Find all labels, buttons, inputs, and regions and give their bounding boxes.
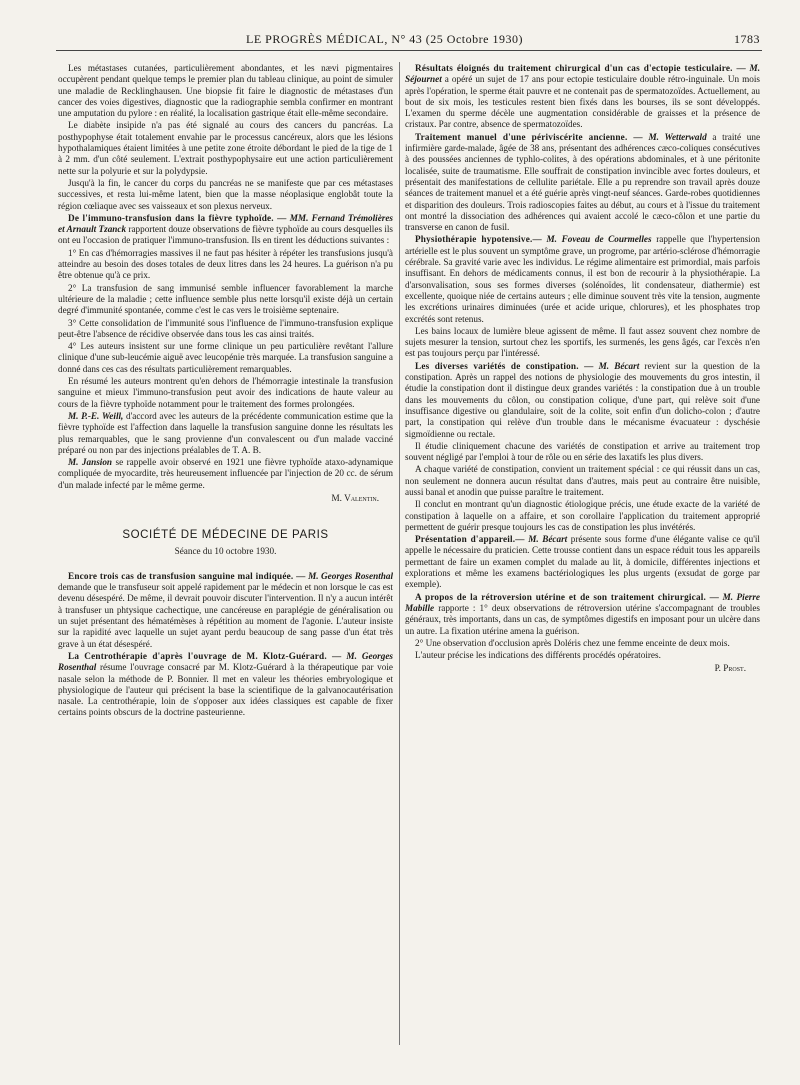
- deduction-2: 2° La transfusion de sang immunisé semble influencer favorablement la marche ultérieure de la maladie ; cette influence semble plus nette lorsqu'il existe déjà un certain degré d'immunité spontanée, comme c'est le cas vers le troisième septenaire.: [58, 282, 393, 316]
- article-body: demande que le transfuseur soit appelé rapidement par le médecin et non lorsque le cas est devenu désespéré. De même, il devrait pouvoir discuter l'intervention. Il n'y a aucun intérêt à transfuser un phtysique cachectique, une cancéreuse en paraplégie de généralisation ou un sujet présentant des hématémèses à répétition au moment de l'agonie. L'auteur insiste sur la rapidité avec laquelle un sujet ayant perdu beaucoup de sang passe d'un état très grave à un état désespéré.: [58, 582, 393, 649]
- paragraph: L'auteur précise les indications des différents procédés opératoires.: [415, 650, 661, 661]
- article-body: rappelle que l'hypertension artérielle est le plus souvent un symptôme grave, un progrome, par artério-sclérose d'hémorragie cérébrale. Sa gravité varie avec les individus. Le régime alimentaire est primordial, mais parfois insuffisant. En dehors de médicaments connus, il est bon de recourir à la physiothérapie. La d'arsonvalisation, sous ses formes diverses (solénoïdes, lit condensateur, diathermie) est excellente, quoique niée de certains auteurs ; elle diminue souvent très vite la tension, augmente les excrétions urinaires diminuées (urée et acide urique, chlorures), et les phosphates trop excrétés sont retenus.: [405, 234, 760, 324]
- deduction-3: 3° Cette consolidation de l'immunité sous l'influence de l'immuno-transfusion explique peut-être l'absence de récidive observée dans tous les cas ainsi traités.: [58, 317, 393, 339]
- article-physiotherapie: [405, 234, 760, 324]
- paragraph: Les métastases cutanées, particulièrement abondantes, et les nævi pigmentaires occupèrent pendant quelque temps le premier plan du tableau clinique, au point de simuler une maladie de Recklinghausen. Une biopsie fit faire le diagnostic de métastases d'un cancer des voies digestives, diagnostic que la radiographie sembla confirmer en montrant une amputation du pylore : en réalité, la localisation gastrique était elle-même secondaire.: [58, 63, 393, 119]
- article-body: résume l'ouvrage consacré par M. Klotz-Guérard à la thérapeutique par voie nasale selon la méthode de P. Bonnier. Il met en valeur les théories embryologique et physiologique de l'auteur qui précisent la base la scientifique de la galvanocautérisation nasale. La centrothérapie, loin de s'opposer aux idées classiques est capable de fixer certains points obscurs de la doctrine pasteurienne.: [58, 662, 393, 718]
- article-title: Les diverses variétés de constipation. —: [415, 360, 594, 371]
- signature-valentin: M. Valentin.: [331, 492, 379, 503]
- article-title: Présentation d'appareil.—: [415, 534, 525, 545]
- paragraph: Il étudie cliniquement chacune des variétés de constipation et arrive au traitement trop souvent négligé par l'emploi à tour de rôle ou en série des laxatifs les plus divers.: [405, 440, 760, 463]
- article-ectopie: [405, 63, 760, 131]
- paragraph: Les bains locaux de lumière bleue agissent de même. Il faut assez souvent chez nombre de sujets mesurer la tension, surtout chez les sportifs, les surmenés, les gens âgés, car l'excès n'en est pas toujours perçu par l'intéressé.: [405, 325, 760, 359]
- article-body: présente sous forme d'une élégante valise ce qu'il appelle le nécessaire du praticien. Cette trousse contient dans un espace réduit tous les appareils permettant de faire un examen complet du malade au lit, à domicile, différentes injections et explorations et même les examens bactériologiques les plus urgents (exsudat de gorge par exemple).: [405, 534, 760, 590]
- article-title: Traitement manuel d'une périviscérite ancienne. —: [415, 131, 643, 142]
- comment-author: M. Jansion: [68, 457, 113, 468]
- comment-weill: [58, 411, 393, 456]
- article-author: M. Séjournet: [405, 63, 760, 85]
- article-author: M. Pierre Mabille: [405, 591, 760, 613]
- article-body: rapportent douze observations de fièvre typhoïde au cours desquelles ils ont eu l'occasion de pratiquer l'immuno-transfusion. Ils en tirent les déductions suivantes :: [58, 224, 393, 246]
- article-author: M. Bécart: [528, 534, 568, 545]
- article-title: La Centrothérapie d'après l'ouvrage de M. Klotz-Guérard. —: [68, 650, 342, 661]
- article-title: Physiothérapie hypotensive.—: [415, 234, 542, 245]
- session-date: Séance du 10 octobre 1930.: [174, 545, 277, 556]
- article-appareil: [405, 534, 760, 590]
- article-title: Résultats éloignés du traitement chirurgical d'un cas d'ectopie testiculaire. —: [415, 63, 746, 73]
- comment-body: se rappelle avoir observé en 1921 une fièvre typhoïde ataxo-adynamique compliquée de myocardite, très heureusement influencée par l'injection de 20 cc. de sérum d'un malade infecté par le même germe.: [58, 457, 393, 490]
- article-periviscerite: [405, 132, 760, 234]
- comment-jansion: [58, 457, 393, 491]
- article-author: M. Wetterwald: [648, 131, 707, 142]
- article-retroversion: [405, 592, 760, 637]
- article-immuno-transfusion: [58, 213, 393, 247]
- article-centrotherapie: [58, 651, 393, 719]
- deduction-1: 1° En cas d'hémorragies massives il ne faut pas hésiter à répéter les transfusions jusqu'à atteindre au besoin des doses totales de deux litres dans les 24 heures. La guérison n'a pu être obtenue qu'à ce prix.: [58, 247, 393, 281]
- paragraph: Jusqu'à la fin, le cancer du corps du pancréas ne se manifeste que par ces métastases successives, et resta lui-même latent, bien que la masse néoplasique englobât toute la région cœliaque avec ses vaisseaux et son plexus nerveux.: [58, 177, 393, 211]
- page-number: 1783: [734, 32, 760, 46]
- paragraph: Il conclut en montrant qu'un diagnostic étiologique précis, une étude exacte de la variété de constipation à laquelle on a affaire, et son corollaire l'application du traitement approprié permettent de guérir presque toujours les cas de constipation les plus invétérés.: [405, 499, 760, 532]
- article-author: M. Bécart: [598, 360, 640, 371]
- running-title: LE PROGRÈS MÉDICAL, N° 43 (25 Octobre 1930): [246, 32, 523, 46]
- article-author: M. Georges Rosenthal: [308, 570, 393, 581]
- summary-paragraph: En résumé les auteurs montrent qu'en dehors de l'hémorragie intestinale la transfusion sanguine et mieux l'immuno-transfusion peut avoir des indications de haute valeur au cours de la fièvre typhoïde notamment pour le traitement des formes prolongées.: [58, 376, 393, 409]
- society-heading: SOCIÉTÉ DE MÉDECINE DE PARIS: [122, 529, 329, 542]
- right-column: [405, 63, 760, 1055]
- article-body: revient sur la question de la constipation. Après un rappel des notions de physiologie des mouvements du gros intestin, il étudie la constipation dont il distingue deux grandes variétés : la constipation due à un trouble dans les mouvements du côlon, ou constipation colique, d'une part, qui relève soit d'une insuffisance digestive ou glandulaire, soit de la colite, soit enfin d'un dolicho-colon ; d'autre part, la constipation qui relève d'un trouble dans le mécanisme évacuateur : dyschésie sigmoïdienne ou rectale.: [405, 360, 760, 439]
- left-column: [58, 63, 393, 1055]
- page-header: [56, 28, 762, 51]
- article-title: A propos de la rétroversion utérine et de son traitement chirurgical. —: [415, 591, 720, 602]
- paragraph: Le diabète insipide n'a pas été signalé au cours des cancers du pancréas. La posthypophyse était totalement envahie par le processus cancéreux, alors que les lésions hypothalamiques étaient limitées à une petite zone étroite débordant le pied de la tige de 1 à 2 mm. d'un côté seulement. L'extrait posthypophysaire eut une action particulièrement nette sur la polyurie et sur la polydypsie.: [58, 120, 393, 176]
- comment-body: d'accord avec les auteurs de la précédente communication estime que la fièvre typhoïde est l'affection dans laquelle la transfusion sanguine donne les résultats les plus remarquables, que le sang provienne d'un convalescent ou d'un malade vacciné préparé ou non par des injections préalables de T. A. B.: [58, 410, 393, 455]
- column-separator: [399, 62, 400, 1045]
- paragraph: A chaque variété de constipation, convient un traitement spécial : ce qui réussit dans un cas, non seulement ne donnera aucun résultat dans d'autres, mais peut au contraire être nuisible, aussi banal et anodin que puisse paraître le traitement.: [405, 464, 760, 497]
- comment-author: M. P.-E. Weill,: [68, 410, 124, 421]
- article-body: a traité une infirmière garde-malade, âgée de 38 ans, présentant des adhérences cæco-coliques consécutives à des poussées anciennes de typhlo-colites, à des opérations abdominales, et à une péritonite localisée, suite de traumatisme. Elle souffrait de constipation invincible avec fortes douleurs, et présentait des manifestations de cellulite pariétale. Elle a pu reprendre son travail après douze séances de traitement manuel et a été guérie après vingt-neuf séances. Garde-robes quotidiennes et disparition des douleurs. Trois radioscopies faites au début, au cours et à l'issue du traitement ont montré la dissociation des adhérences qui avaient accolé le cæco-côlon et une partie du transverse en canon de fusil.: [405, 131, 760, 233]
- paragraph: 2° Une observation d'occlusion après Doléris chez une femme enceinte de deux mois.: [415, 637, 730, 648]
- article-authors: MM. Fernand Trémolières et Arnault Tzanck: [58, 212, 393, 235]
- article-title: Encore trois cas de transfusion sanguine mal indiquée. —: [68, 570, 306, 581]
- article-body: rapporte : 1° deux observations de rétroversion utérine s'accompagnant de troubles généraux, très importants, dans un cas, de symptômes digestifs en imposant pour un ulcère dans un autre. La fixation utérine amena la guérison.: [405, 602, 760, 636]
- article-constipation: [405, 361, 760, 440]
- signature-prost: P. Prost.: [714, 663, 746, 674]
- article-author: M. Foveau de Courmelles: [546, 234, 652, 245]
- article-body: a opéré un sujet de 17 ans pour ectopie testiculaire double rétro-inguinale. Un mois après l'opération, le sperme était pauvre et ne contenait pas de spermatozoïdes. Actuellement, au bout de six mois, les testicules restent bien fixés dans les bourses, ils se sont développés. L'examen du sperme décèle une augmentation considérable de graisses et la présence de cristaux. Par contre, absence de spermatozoïdes.: [405, 74, 760, 130]
- article-encore-trois-cas: [58, 571, 393, 650]
- deduction-4: 4° Les auteurs insistent sur une forme clinique un peu particulière revêtant l'allure clinique d'une sub-leucémie aiguë avec leucopénie très marquée. La transfusion sanguine a donné dans ces cas des résultats particulièrement remarquables.: [58, 341, 393, 374]
- article-title: De l'immuno-transfusion dans la fièvre typhoïde. —: [68, 212, 287, 223]
- article-author: M. Georges Rosenthal: [58, 650, 393, 673]
